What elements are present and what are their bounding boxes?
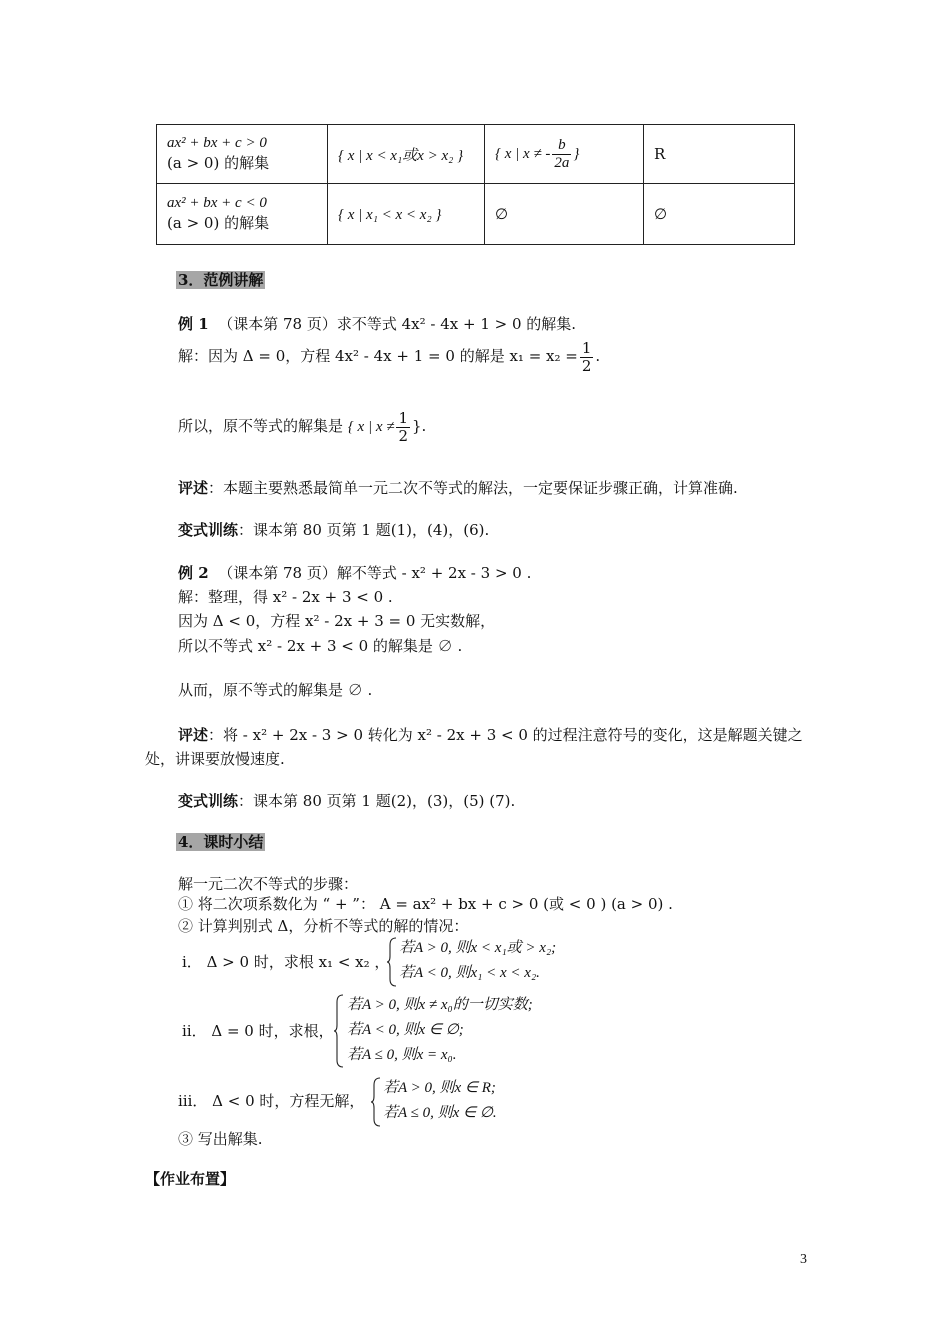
example-1 [178,315,576,334]
denominator: 2 [398,426,409,445]
left-brace-icon [386,937,398,987]
solution-set: ∅ [495,205,509,223]
case-iii-label: ⅲ． Δ < 0 时，方程无解， [178,1092,365,1110]
summary-step-1: ① 将二次项系数化为 “ + ”： A = ax² + bx + c > 0 (或 < 0 ) (a > 0) . [178,895,673,913]
solution-set: ∅ [654,205,668,223]
homework-heading: 【作业布置】 [145,1170,236,1188]
numerator: b [552,137,571,155]
example-1-answer [178,410,426,444]
review-2-cont: 处，讲课要放慢速度. [145,750,285,768]
practice-label: 变式训练 [178,521,239,539]
section-heading [176,271,265,290]
table-cell [328,184,485,245]
table-cell [485,184,644,245]
inequality: ax² + bx + c > 0 [167,135,267,151]
brace-close: } [573,146,580,162]
example-2-line: 解：整理，得 x² - 2x + 3 < 0 . [178,588,393,606]
numerator: 1 [581,339,592,357]
fraction [552,137,571,171]
case-i-label: ⅰ． Δ > 0 时，求根 x₁ < x₂ ， [182,953,390,971]
condition: (a > 0) 的解集 [167,214,270,232]
section-heading [176,833,265,852]
example-text: （课本第 78 页）求不等式 4x² - 4x + 1 > 0 的解集. [218,315,577,333]
section-heading-text: 4．课时小结 [178,833,264,851]
denominator: 2 [581,356,592,375]
answer-set: { x | x ≠ [347,419,395,435]
example-label: 例 1 [178,315,209,333]
case-condition: 若A > 0, 则x < x₁或 > x₂; [399,940,557,956]
fraction [580,340,594,374]
table-row [157,125,795,184]
practice-1 [178,521,489,540]
solution-text: 解：因为 Δ = 0，方程 4x² - 4x + 1 = 0 的解是 x₁ = x₂ = [178,347,578,365]
table-cell [157,184,328,245]
solution-set: R [654,145,666,163]
practice-2 [178,792,515,811]
left-brace-icon [333,994,345,1068]
review-text: ：将 - x² + 2x - 3 > 0 转化为 x² - 2x + 3 < 0 的过程注意符号的变化，这是解题关键之 [208,726,803,744]
review-1 [178,479,738,498]
summary-step-2: ② 计算判别式 Δ，分析不等式的解的情况： [178,917,469,935]
fraction [396,410,410,444]
case-condition: 若A < 0, 则x ∈ ∅; [347,1022,464,1038]
case-condition: 若A ≤ 0, 则x ∈ ∅. [383,1105,497,1121]
solution-set: { x | x₁ < x < x₂ } [338,206,442,223]
section-heading-text: 3．范例讲解 [178,271,264,289]
table-cell [328,125,485,184]
denominator: 2a [554,154,570,171]
brace-close: }. [412,417,427,435]
example-2-line: 所以不等式 x² - 2x + 3 < 0 的解集是 ∅ . [178,637,463,655]
table-cell [644,184,795,245]
practice-text: ：课本第 80 页第 1 题(2)，(3)，(5) (7). [238,792,516,810]
case-condition: 若A > 0, 则x ≠ x₀的一切实数; [347,997,533,1013]
review-2 [178,726,803,745]
review-text: ：本题主要熟悉最简单一元二次不等式的解法，一定要保证步骤正确，计算准确. [208,479,738,497]
practice-text: ：课本第 80 页第 1 题(1)，(4)，(6). [238,521,490,539]
answer-text: 所以，原不等式的解集是 [178,417,344,435]
review-label: 评述 [178,726,209,744]
table-cell [644,125,795,184]
example-text: （课本第 78 页）解不等式 - x² + 2x - 3 > 0 . [218,564,532,582]
condition: (a > 0) 的解集 [167,154,270,172]
case-condition: 若A ≤ 0, 则x = x₀. [347,1047,457,1063]
example-2-conclusion: 从而，原不等式的解集是 ∅ . [178,681,373,699]
inequality: ax² + bx + c < 0 [167,195,267,211]
case-ii-label: ⅱ． Δ = 0 时，求根， [182,1022,334,1040]
example-2 [178,564,531,583]
table-cell [157,125,328,184]
numerator: 1 [398,409,409,427]
summary-step-3: ③ 写出解集. [178,1130,263,1148]
table-cell [485,125,644,184]
table-row [157,184,795,245]
case-condition: 若A < 0, 则x₁ < x < x₂. [399,965,540,981]
left-brace-icon [370,1077,382,1127]
example-2-line: 因为 Δ < 0，方程 x² - 2x + 3 = 0 无实数解， [178,612,496,630]
summary-title: 解一元二次不等式的步骤： [178,875,359,893]
case-condition: 若A > 0, 则x ∈ R; [383,1080,496,1096]
practice-label: 变式训练 [178,792,239,810]
example-label: 例 2 [178,564,209,582]
solution-set: { x | x ≠ - [495,146,551,162]
period: . [595,347,601,365]
page-number: 3 [800,1252,807,1267]
review-label: 评述 [178,479,209,497]
example-1-solution [178,340,600,374]
solution-table [156,124,795,245]
solution-set: { x | x < x₁或x > x₂ } [338,147,464,164]
